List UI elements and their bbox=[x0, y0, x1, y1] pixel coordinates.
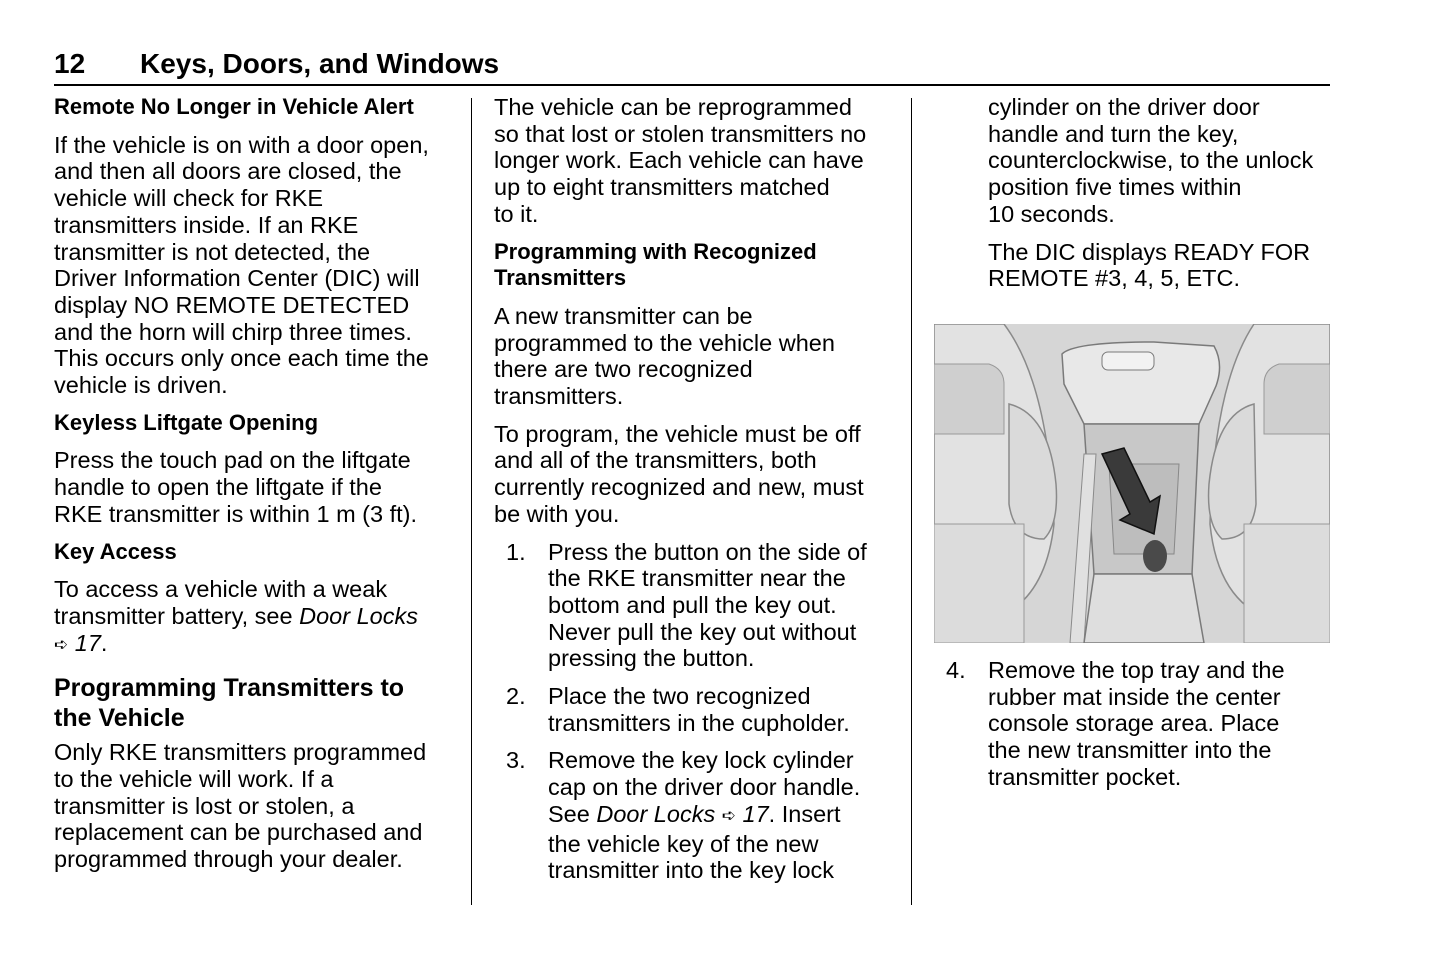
text-line: transmitter pocket. bbox=[988, 763, 1182, 790]
text-line: vehicle is driven. bbox=[54, 372, 228, 399]
column-divider bbox=[471, 98, 472, 905]
page-ref-link[interactable]: 17 bbox=[742, 800, 769, 827]
text-line: Never pull the key out without bbox=[548, 618, 857, 645]
text-line: currently recognized and new, must bbox=[494, 474, 864, 501]
text-line: console storage area. Place bbox=[988, 710, 1280, 737]
step-2 bbox=[494, 683, 894, 736]
text-line: transmitter is not detected, the bbox=[54, 238, 371, 265]
page-number: 12 bbox=[54, 48, 86, 79]
column-1 bbox=[54, 94, 454, 873]
text-line: position five times within bbox=[988, 174, 1242, 201]
text-line: To program, the vehicle must be off bbox=[494, 420, 861, 447]
text-line: the new transmitter into the bbox=[988, 737, 1272, 764]
text-line: cylinder on the driver door bbox=[988, 94, 1260, 120]
paragraph-to-program bbox=[494, 421, 894, 528]
heading-programming-transmitters-cont: the Vehicle bbox=[54, 704, 185, 733]
text-line: programmed through your dealer. bbox=[54, 846, 403, 873]
door-locks-link[interactable]: Door Locks bbox=[596, 800, 716, 827]
text-line: and all of the transmitters, both bbox=[494, 447, 817, 474]
chapter-title: Keys, Doors, and Windows bbox=[140, 48, 500, 79]
page-ref-arrow-icon: ➪ bbox=[54, 634, 69, 654]
text-line: longer work. Each vehicle can have bbox=[494, 147, 864, 174]
text-line: and then all doors are closed, the bbox=[54, 158, 402, 185]
text-line: This occurs only once each time the bbox=[54, 345, 429, 372]
text-line: transmitter is lost or stolen, a bbox=[54, 792, 355, 819]
text-line: display NO REMOTE DETECTED bbox=[54, 291, 410, 318]
text-line: The vehicle can be reprogrammed bbox=[494, 94, 852, 120]
paragraph-new-transmitter bbox=[494, 303, 894, 410]
page-ref-arrow-icon: ➪ bbox=[721, 805, 736, 825]
paragraph-remote-alert bbox=[54, 132, 454, 399]
heading-programming-transmitters: Programming Transmitters to bbox=[54, 674, 405, 703]
text-line: Driver Information Center (DIC) will bbox=[54, 265, 420, 292]
step-3-continued bbox=[934, 94, 1334, 228]
heading-remote-alert: Remote No Longer in Vehicle Alert bbox=[54, 94, 414, 119]
text-line: Remove the top tray and the bbox=[988, 657, 1285, 683]
text-line: REMOTE #3, 4, 5, ETC. bbox=[988, 265, 1241, 292]
text-line: up to eight transmitters matched bbox=[494, 174, 830, 201]
text-line: rubber mat inside the center bbox=[988, 683, 1281, 710]
text-line: be with you. bbox=[494, 500, 620, 527]
paragraph-programming bbox=[54, 739, 454, 873]
text-line: vehicle will check for RKE bbox=[54, 185, 324, 212]
text-line: transmitters. bbox=[494, 383, 624, 410]
paragraph-reprogram bbox=[494, 94, 894, 228]
text-line: transmitter battery, see Door Locks bbox=[54, 602, 418, 629]
text-line: Press the button on the side of bbox=[548, 538, 867, 565]
paragraph-liftgate bbox=[54, 447, 454, 527]
heading-key-access: Key Access bbox=[54, 538, 177, 564]
step-number: 1. bbox=[506, 538, 526, 565]
text-line: and the horn will chirp three times. bbox=[54, 318, 412, 345]
console-illustration-svg bbox=[934, 324, 1330, 643]
text-line: Remove the key lock cylinder bbox=[548, 747, 854, 774]
text-line: the vehicle key of the new bbox=[548, 830, 819, 857]
step-1 bbox=[494, 539, 894, 673]
step-3 bbox=[494, 747, 894, 884]
text-line: ➪ 17. bbox=[54, 630, 454, 660]
text-line: transmitters in the cupholder. bbox=[548, 709, 850, 736]
text-line: Only RKE transmitters programmed bbox=[54, 739, 427, 766]
column-2 bbox=[494, 94, 894, 884]
heading-programming-recognized-cont: Transmitters bbox=[494, 265, 627, 291]
text-line: there are two recognized bbox=[494, 356, 753, 383]
text-line: handle and turn the key, bbox=[988, 120, 1239, 147]
step-number: 4. bbox=[946, 657, 966, 683]
heading-keyless-liftgate: Keyless Liftgate Opening bbox=[54, 409, 319, 435]
page-header bbox=[54, 46, 1330, 86]
text-line: to the vehicle will work. If a bbox=[54, 766, 334, 793]
text-line: Press the touch pad on the liftgate bbox=[54, 447, 411, 474]
heading-programming-recognized: Programming with Recognized bbox=[494, 238, 817, 264]
text-line: To access a vehicle with a weak bbox=[54, 576, 388, 603]
text-line: replacement can be purchased and bbox=[54, 819, 423, 846]
text-line: counterclockwise, to the unlock bbox=[988, 147, 1314, 174]
text-line: programmed to the vehicle when bbox=[494, 329, 835, 356]
text-line: Place the two recognized bbox=[548, 683, 811, 710]
text-line: to it. bbox=[494, 200, 539, 227]
text-line: A new transmitter can be bbox=[494, 302, 753, 329]
text-line: transmitter into the key lock bbox=[548, 857, 835, 884]
step-number: 2. bbox=[506, 683, 526, 710]
text-line: pressing the button. bbox=[548, 645, 755, 672]
door-locks-link[interactable]: Door Locks bbox=[299, 602, 418, 629]
text-line: See Door Locks ➪ 17. Insert bbox=[548, 801, 894, 831]
step-number: 3. bbox=[506, 747, 526, 774]
paragraph-key-access bbox=[54, 576, 454, 659]
text-line: bottom and pull the key out. bbox=[548, 591, 837, 618]
text-line: transmitters inside. If an RKE bbox=[54, 211, 359, 238]
text-line: RKE transmitter is within 1 m (3 ft). bbox=[54, 500, 418, 527]
column-3 bbox=[934, 94, 1334, 292]
console-illustration bbox=[934, 324, 1330, 643]
text-line: so that lost or stolen transmitters no bbox=[494, 120, 867, 147]
page-ref-link[interactable]: 17 bbox=[74, 629, 101, 656]
text-line: 10 seconds. bbox=[988, 200, 1115, 227]
column-divider bbox=[911, 98, 912, 905]
text-line: The DIC displays READY FOR bbox=[988, 238, 1311, 265]
text-line: If the vehicle is on with a door open, bbox=[54, 131, 429, 158]
text-line: the RKE transmitter near the bbox=[548, 565, 846, 592]
dic-display-note bbox=[934, 239, 1334, 292]
step-4 bbox=[934, 657, 1334, 791]
text-line: handle to open the liftgate if the bbox=[54, 474, 382, 501]
text-line: cap on the driver door handle. bbox=[548, 774, 861, 801]
